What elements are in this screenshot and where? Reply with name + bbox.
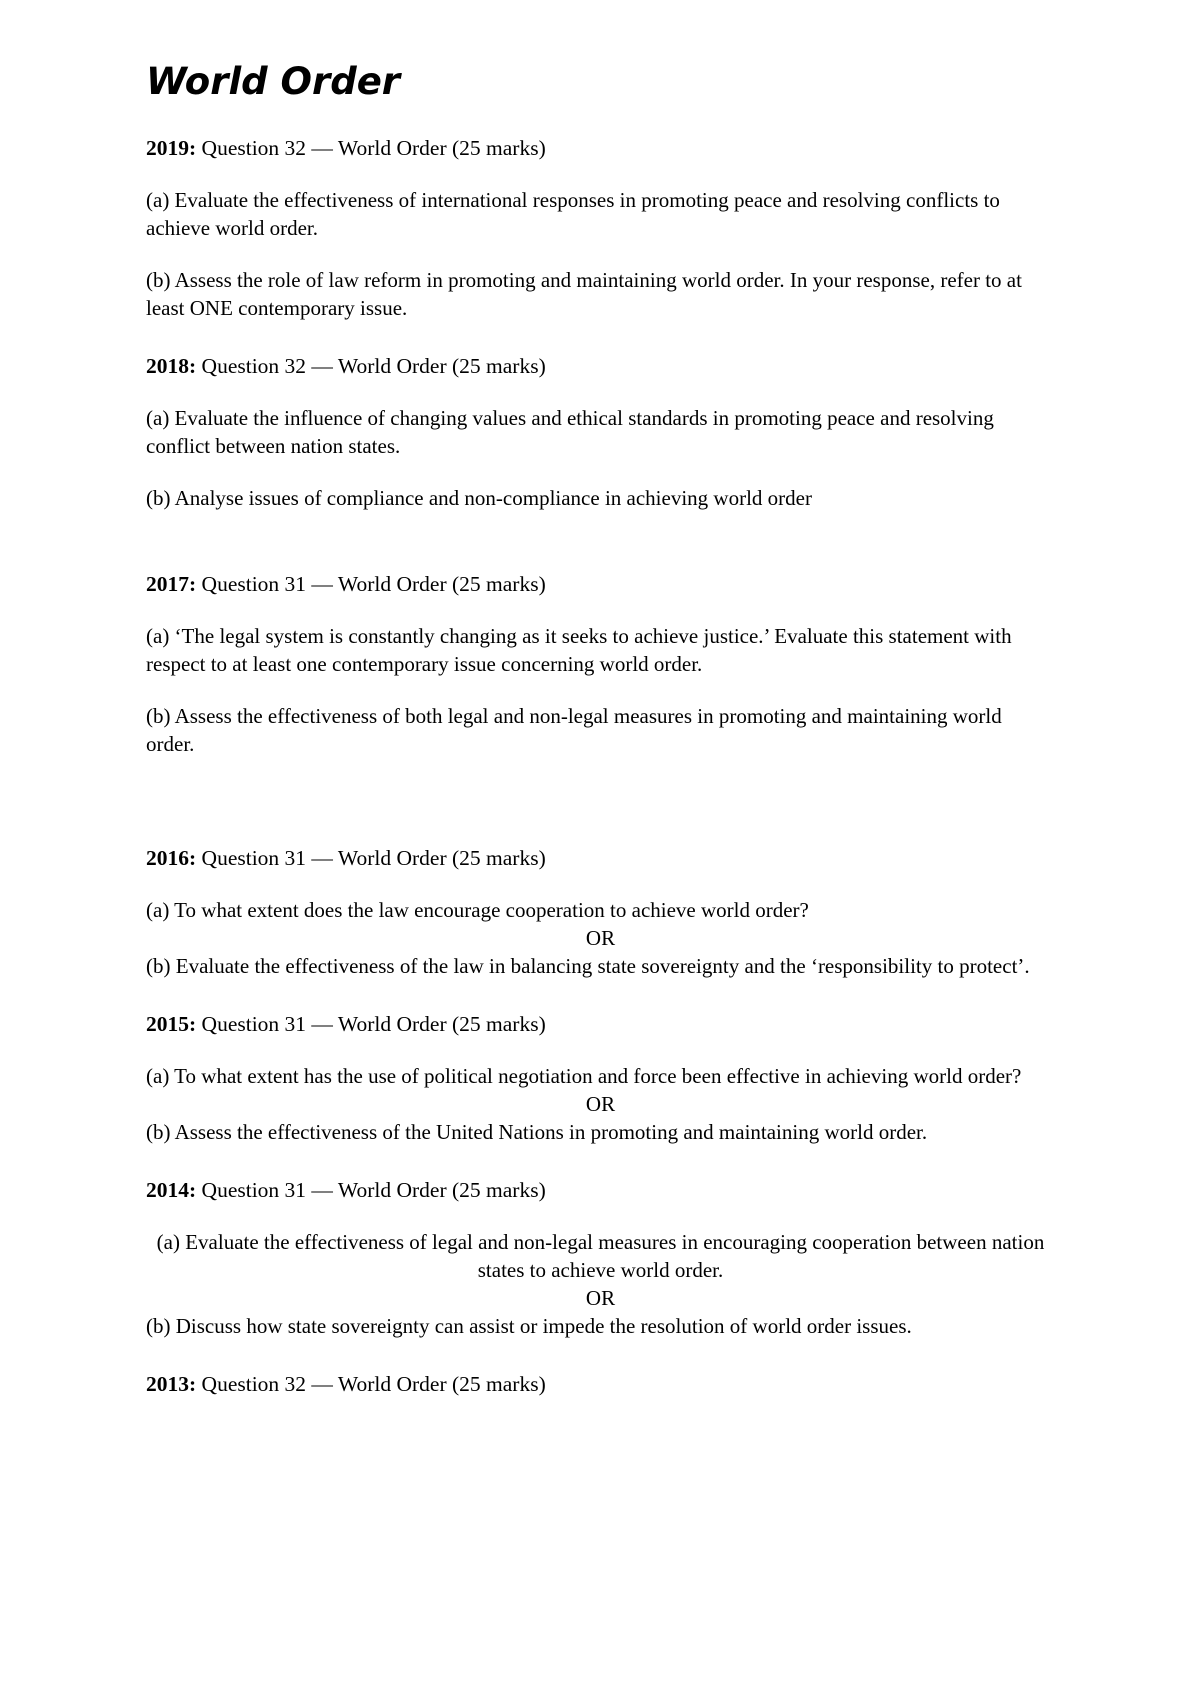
section-heading (146, 134, 1055, 162)
question-part-b: (b) Assess the role of law reform in promoting and maintaining world order. In your response, refer to at least ONE contemporary issue. (146, 268, 1022, 320)
question-part-b: (b) Discuss how state sovereignty can assist or impede the resolution of world order issues. (146, 1314, 912, 1338)
section-2016 (146, 844, 1055, 980)
or-separator: OR (585, 1286, 616, 1310)
question-part-a: (a) Evaluate the influence of changing values and ethical standards in promoting peace and resolving conflict between nation states. (146, 406, 994, 458)
question-part-b: (b) Assess the effectiveness of both legal and non-legal measures in promoting and maintaining world order. (146, 704, 1002, 756)
question-part-b: (b) Assess the effectiveness of the United Nations in promoting and maintaining world order. (146, 1120, 928, 1144)
section-question: Question 32 — World Order (25 marks) (201, 354, 546, 378)
section-heading (146, 352, 1055, 380)
section-2019 (146, 134, 1055, 322)
section-question: Question 32 — World Order (25 marks) (201, 1372, 546, 1396)
section-2013 (146, 1370, 1055, 1398)
section-2015 (146, 1010, 1055, 1146)
section-heading (146, 1176, 1055, 1204)
section-question: Question 31 — World Order (25 marks) (201, 1012, 546, 1036)
section-year: 2019: (146, 136, 197, 160)
section-2017 (146, 570, 1055, 758)
question-part-b: (b) Analyse issues of compliance and non-compliance in achieving world order (146, 486, 812, 510)
section-year: 2014: (146, 1178, 197, 1202)
section-heading (146, 570, 1055, 598)
question-part-a: (a) To what extent does the law encourage cooperation to achieve world order? (146, 898, 809, 922)
section-year: 2015: (146, 1012, 197, 1036)
document-title: World Order (146, 60, 401, 103)
or-separator: OR (585, 1092, 616, 1116)
section-year: 2018: (146, 354, 197, 378)
section-heading (146, 844, 1055, 872)
section-question: Question 32 — World Order (25 marks) (201, 136, 546, 160)
question-part-b: (b) Evaluate the effectiveness of the law in balancing state sovereignty and the ‘responsibility to protect’. (146, 954, 1030, 978)
question-part-a: (a) Evaluate the effectiveness of legal and non-legal measures in encouraging cooperation between nation states to achieve world order. (156, 1230, 1045, 1282)
or-separator: OR (585, 926, 616, 950)
section-year: 2016: (146, 846, 197, 870)
section-heading (146, 1370, 1055, 1398)
section-question: Question 31 — World Order (25 marks) (201, 1178, 546, 1202)
section-2014 (146, 1176, 1055, 1340)
question-part-a: (a) To what extent has the use of political negotiation and force been effective in achieving world order? (146, 1064, 1022, 1088)
section-year: 2013: (146, 1372, 197, 1396)
section-year: 2017: (146, 572, 197, 596)
section-heading (146, 1010, 1055, 1038)
section-question: Question 31 — World Order (25 marks) (201, 846, 546, 870)
section-2018 (146, 352, 1055, 512)
question-part-a: (a) Evaluate the effectiveness of international responses in promoting peace and resolving conflicts to achieve world order. (146, 188, 1000, 240)
section-question: Question 31 — World Order (25 marks) (201, 572, 546, 596)
question-part-a: (a) ‘The legal system is constantly changing as it seeks to achieve justice.’ Evaluate this statement with respect to at least one contemporary issue concerning world order. (146, 624, 1012, 676)
